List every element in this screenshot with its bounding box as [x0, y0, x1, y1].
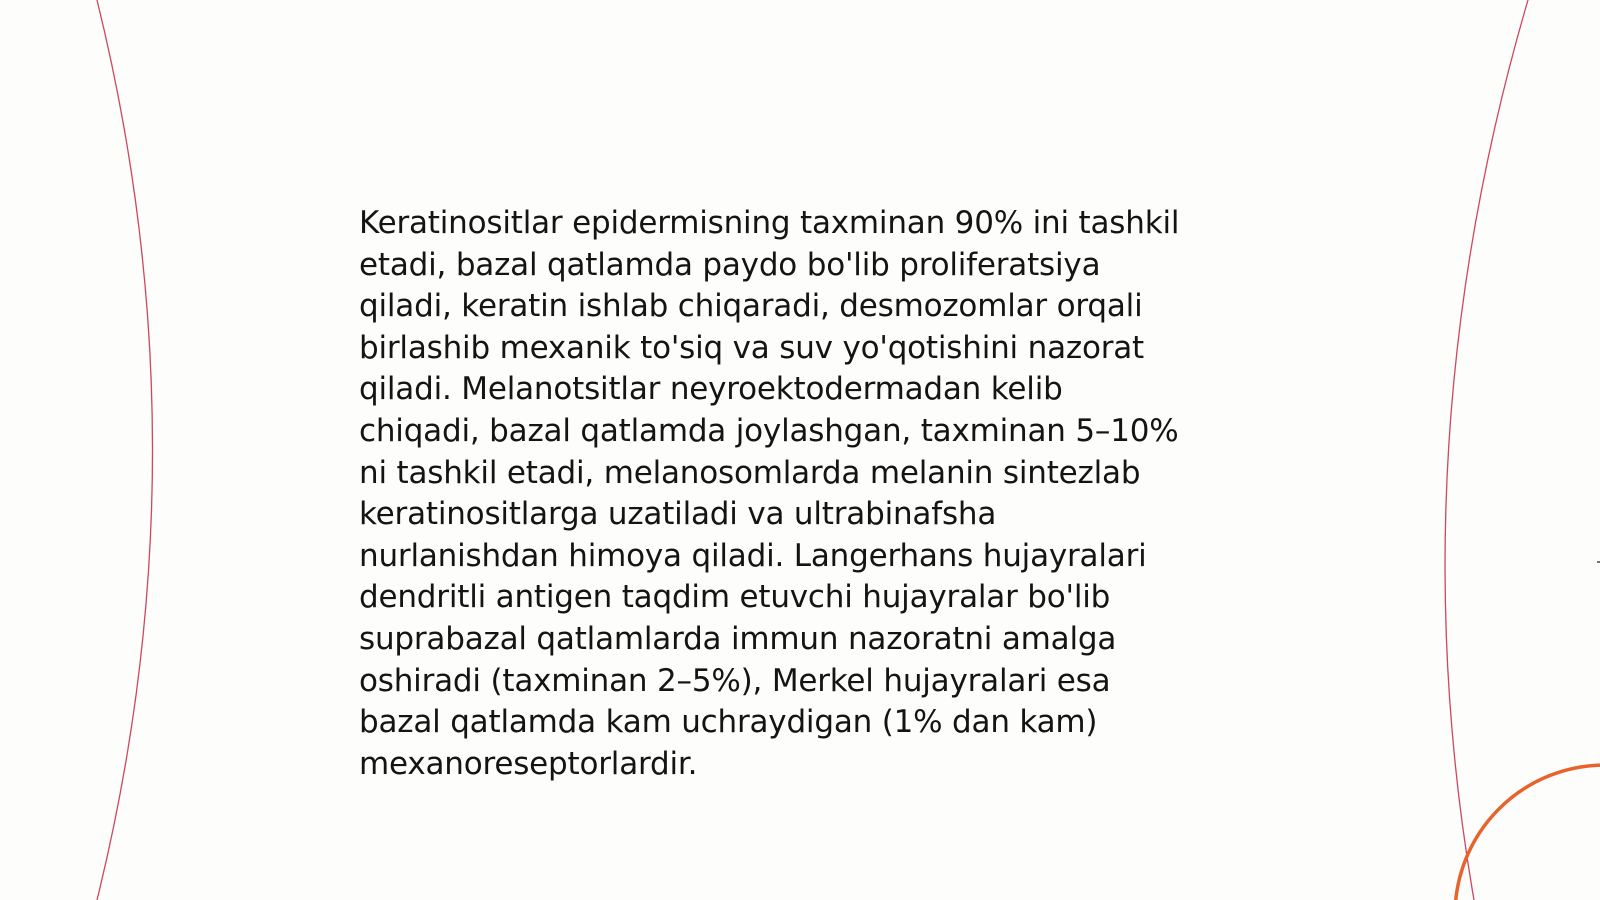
right-arc-line	[1445, 0, 1528, 900]
body-paragraph: Keratinositlar epidermisning taxminan 90% ini tashkil etadi, bazal qatlamda paydo bo'lib proliferatsiya qiladi, keratin ishlab chiqaradi, desmozomlar orqali birlashib mexanik to'siq va suv yo'qotishini nazorat qiladi. Melanotsitlar neyroektodermadan kelib chiqadi, bazal qatlamda joylashgan, taxminan 5–10% ni tashkil etadi, melanosomlarda melanin sintezlab keratinositlarga uzatiladi va ultrabinafsha nurlanishdan himoya qiladi. Langerhans hujayralari dendritli antigen taqdim etuvchi hujayralar bo'lib suprabazal qatlamlarda immun nazoratni amalga oshiradi (taxminan 2–5%), Merkel hujayralari esa bazal qatlamda kam uchraydigan (1% dan kam) mexanoreseptorlardir.	[359, 205, 1180, 782]
left-arc-line	[97, 0, 153, 900]
orange-circle-accent	[1455, 765, 1600, 900]
